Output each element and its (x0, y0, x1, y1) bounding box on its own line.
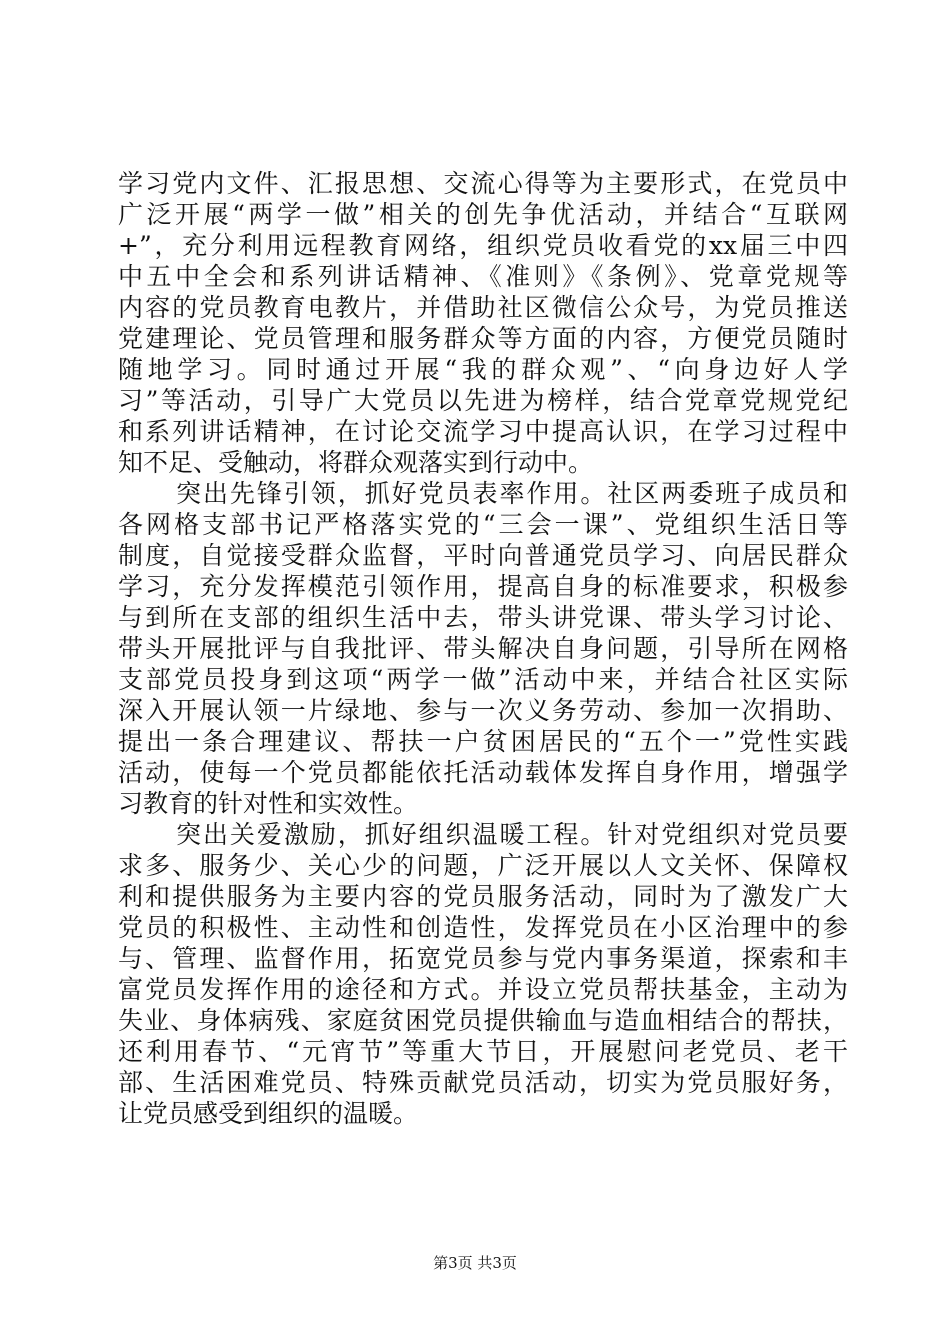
paragraph-1 (118, 168, 848, 478)
text-line: 中五中全会和系列讲话精神、《准则》《条例》、党章党规等 (118, 262, 848, 291)
paragraph-2 (118, 478, 848, 819)
text-line: 和系列讲话精神，在讨论交流学习中提高认识，在学习过程中 (118, 417, 848, 446)
text-line: 利和提供服务为主要内容的党员服务活动，同时为了激发广大 (118, 882, 848, 911)
text-line: 活动，使每一个党员都能依托活动载体发挥自身作用，增强学 (118, 758, 848, 787)
document-body (118, 168, 848, 1129)
text-line: 富党员发挥作用的途径和方式。并设立党员帮扶基金，主动为 (118, 975, 848, 1004)
text-line: 突出关爱激励，抓好组织温暖工程。针对党组织对党员要 (176, 820, 848, 849)
text-line: 内容的党员教育电教片，并借助社区微信公众号，为党员推送 (118, 293, 848, 322)
text-line: 带头开展批评与自我批评、带头解决自身问题，引导所在网格 (118, 634, 848, 663)
text-line: 支部党员投身到这项“两学一做”活动中来，并结合社区实际 (118, 665, 848, 694)
text-line: 求多、服务少、关心少的问题，广泛开展以人文关怀、保障权 (118, 851, 848, 880)
text-line: 学习党内文件、汇报思想、交流心得等为主要形式，在党员中 (118, 169, 848, 198)
text-line: 部、生活困难党员、特殊贡献党员活动，切实为党员服好务， (118, 1068, 848, 1097)
text-line: 提出一条合理建议、帮扶一户贫困居民的“五个一”党性实践 (118, 727, 848, 756)
text-line: 各网格支部书记严格落实党的“三会一课”、党组织生活日等 (118, 510, 848, 539)
text-line: 与到所在支部的组织生活中去，带头讲党课、带头学习讨论、 (118, 603, 848, 632)
text-line: 与、管理、监督作用，拓宽党员参与党内事务渠道，探索和丰 (118, 944, 848, 973)
text-line: 习教育的针对性和实效性。 (118, 789, 419, 818)
text-line: +”，充分利用远程教育网络，组织党员收看党的xx届三中四 (118, 231, 848, 260)
text-line: 随地学习。同时通过开展“我的群众观”、“向身边好人学 (118, 355, 848, 384)
text-line: 学习，充分发挥模范引领作用，提高自身的标准要求，积极参 (118, 572, 848, 601)
text-line: 还利用春节、“元宵节”等重大节日，开展慰问老党员、老干 (118, 1037, 848, 1066)
text-line: 失业、身体病残、家庭贫困党员提供输血与造血相结合的帮扶， (118, 1006, 848, 1035)
page-number: 第3页 共3页 (433, 1254, 517, 1272)
text-line: 让党员感受到组织的温暖。 (118, 1099, 419, 1128)
text-line: 深入开展认领一片绿地、参与一次义务劳动、参加一次捐助、 (118, 696, 848, 725)
text-line: 广泛开展“两学一做”相关的创先争优活动，并结合“互联网 (118, 200, 848, 229)
text-line: 制度，自觉接受群众监督，平时向普通党员学习、向居民群众 (118, 541, 848, 570)
paragraph-3 (118, 819, 848, 1129)
text-line: 突出先锋引领，抓好党员表率作用。社区两委班子成员和 (176, 479, 848, 508)
text-line: 党员的积极性、主动性和创造性，发挥党员在小区治理中的参 (118, 913, 848, 942)
text-line: 党建理论、党员管理和服务群众等方面的内容，方便党员随时 (118, 324, 848, 353)
text-line: 习”等活动，引导广大党员以先进为榜样，结合党章党规党纪 (118, 386, 848, 415)
text-line: 知不足、受触动，将群众观落实到行动中。 (118, 448, 594, 477)
